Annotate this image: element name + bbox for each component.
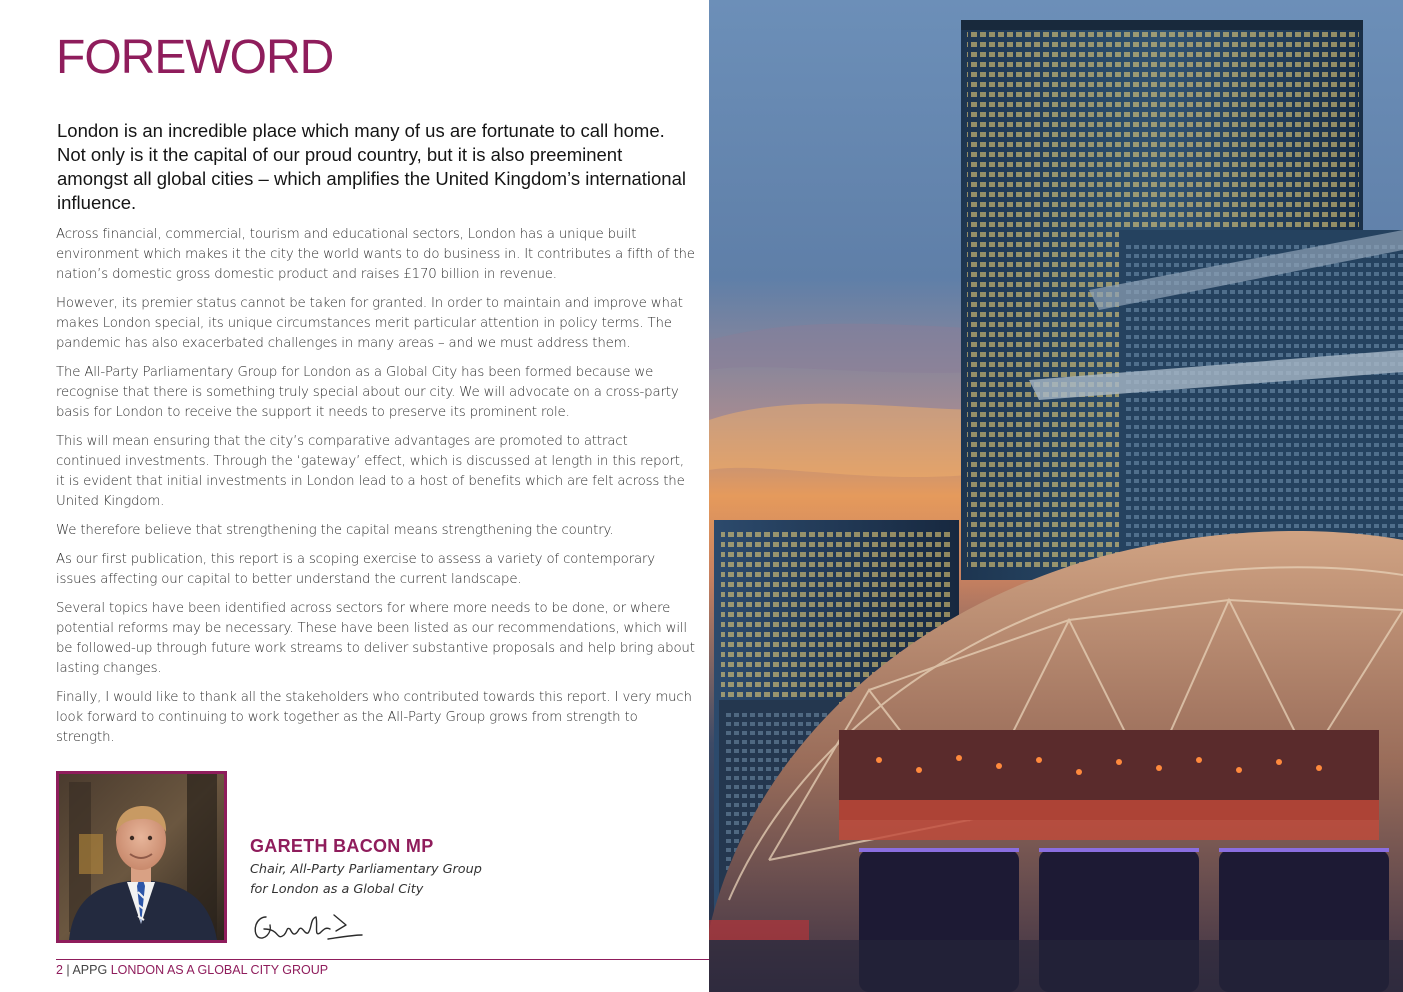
lead-paragraph: London is an incredible place which many of us are fortunate to call home. Not only is it the capital of our proud country, but it is also preeminent amongst all global cities – which amplifies the United Kingdom’s international influence. <box>57 120 686 213</box>
body-paragraph: The All-Party Parliamentary Group for London as a Global City has been formed because we recognise that there is something truly special about our city. We will advocate on a cross-party basis for London to receive the support it needs to preserve its prominent role. <box>56 365 679 420</box>
page-number: 2 <box>56 963 63 977</box>
body-paragraph: Several topics have been identified across sectors for where more needs to be done, or where potential reforms may be necessary. These have been listed as our recommendations, which will be followed-up through future work streams to deliver substantive proposals and help bring about lasting changes. <box>56 601 695 676</box>
footer-separator: | <box>62 963 73 977</box>
body-paragraph: We therefore believe that strengthening the capital means strengthening the country. <box>56 523 614 538</box>
footer-prefix: APPG <box>72 963 111 977</box>
page-title: FOREWORD <box>56 31 334 84</box>
signatory-role-line: Chair, All-Party Parliamentary Group <box>250 862 482 877</box>
signatory-role-line: for London as a Global City <box>250 882 424 897</box>
footer-divider <box>56 959 709 960</box>
page-footer <box>56 963 328 977</box>
body-paragraph: However, its premier status cannot be taken for granted. In order to maintain and improve what makes London special, its unique circumstances merit particular attention in policy terms. The pandemic has also exacerbated challenges in many areas – and we must address them. <box>56 296 683 351</box>
signature-image <box>250 903 365 945</box>
body-text <box>56 225 696 757</box>
portrait-photo <box>56 771 227 943</box>
body-paragraph: Across financial, commercial, tourism and educational sectors, London has a unique built environment which makes it the city the world wants to do business in. It contributes a fifth of the nation’s domestic gross domestic product and raises £170 billion in revenue. <box>56 227 695 282</box>
body-paragraph: This will mean ensuring that the city’s comparative advantages are promoted to attract continued investments. Through the ‘gateway’ effect, which is discussed at length in this report, it is evident that initial investments in London lead to a host of benefits which are felt across the United Kingdom. <box>56 434 685 509</box>
body-paragraph: As our first publication, this report is a scoping exercise to assess a variety of contemporary issues affecting our capital to better understand the current landscape. <box>56 552 656 587</box>
signatory-name: GARETH BACON MP <box>250 836 434 856</box>
footer-title: LONDON AS A GLOBAL CITY GROUP <box>110 963 329 977</box>
signatory-role <box>250 860 510 900</box>
body-paragraph: Finally, I would like to thank all the stakeholders who contributed towards this report. I very much look forward to continuing to work together as the All-Party Group grows from strength to strength. <box>56 690 692 745</box>
canary-wharf-photo <box>709 0 1403 992</box>
